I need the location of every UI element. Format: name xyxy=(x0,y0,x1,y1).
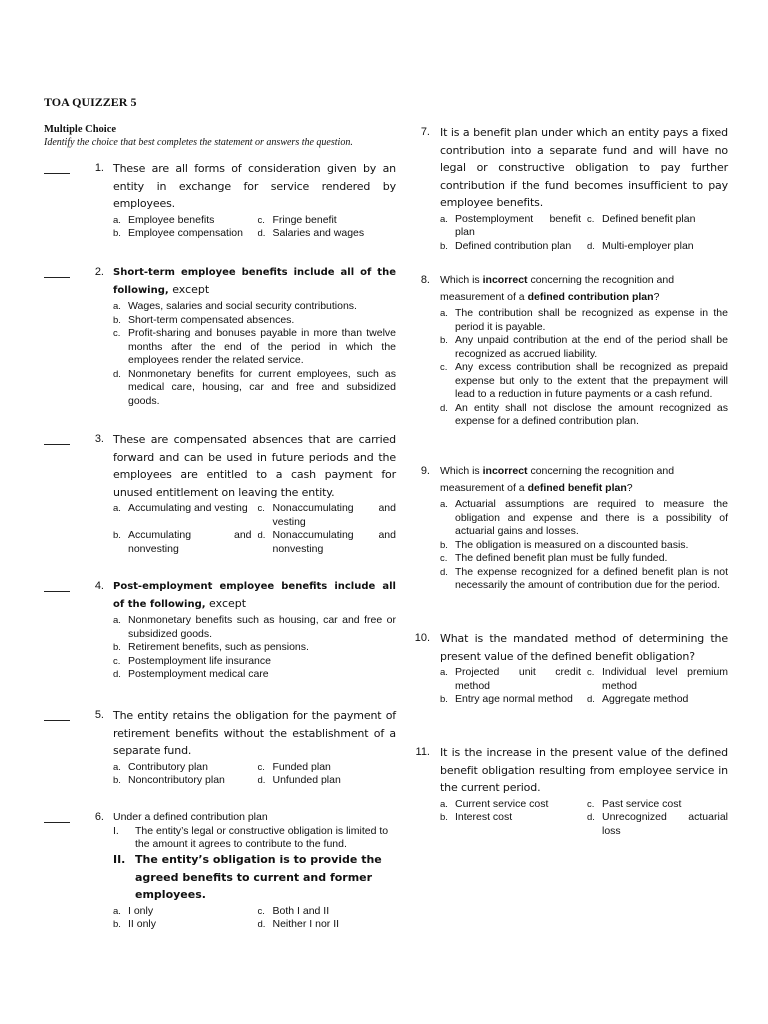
question-item xyxy=(440,463,728,593)
option-text: Noncontributory plan xyxy=(128,774,225,786)
roman-statements xyxy=(113,825,396,904)
option-letter: d. xyxy=(257,775,266,786)
question-item xyxy=(440,744,728,838)
question-number: 11. xyxy=(415,746,430,758)
question-item xyxy=(440,630,728,707)
left-column xyxy=(44,95,396,930)
option-b[interactable] xyxy=(113,314,396,328)
option-text: Short-term compensated absences. xyxy=(128,313,295,326)
option-letter: a. xyxy=(113,761,121,773)
option-letter: b. xyxy=(440,539,448,551)
question-stem: It is a benefit plan under which an entity pays a fixed contribution into a separate fund and will have no legal or constructive obligation to pay further contribution if the fund becomes insufficient to pay employee benefits. xyxy=(440,126,728,209)
stem-except: except xyxy=(172,283,210,296)
option-text: Fringe benefit xyxy=(272,213,337,226)
option-letter: a. xyxy=(113,615,121,626)
question-stem xyxy=(440,272,728,306)
option-letter: d. xyxy=(113,368,121,380)
option-text: Defined contribution plan xyxy=(455,239,572,252)
option-b[interactable] xyxy=(440,811,581,838)
option-c[interactable] xyxy=(440,552,728,566)
options-grid xyxy=(440,213,728,254)
option-text: Actuarial assumptions are required to measure the obligation and expense and there is a possibility of actuarial gains and losses. xyxy=(455,498,728,537)
options-list xyxy=(113,300,396,408)
section-instruction: Identify the choice that best completes the statement or answers the question. xyxy=(44,137,353,148)
option-c[interactable] xyxy=(258,214,397,228)
statement-i xyxy=(113,825,396,851)
question-number: 5. xyxy=(94,709,104,721)
option-text: The defined benefit plan must be fully funded. xyxy=(455,552,668,564)
question-number: 9. xyxy=(420,465,430,477)
option-letter: d. xyxy=(257,530,266,541)
option-letter: c. xyxy=(113,655,121,667)
option-letter: c. xyxy=(257,905,265,917)
stem-question-mark: ? xyxy=(653,291,660,303)
question-stem: What is the mandated method of determining the present value of the defined benefit obligation? xyxy=(440,632,728,663)
option-b[interactable] xyxy=(113,641,396,655)
option-d[interactable] xyxy=(587,693,728,707)
option-text: Aggregate method xyxy=(602,693,689,705)
option-text: Neither I nor II xyxy=(272,918,340,930)
option-text: Employee benefits xyxy=(128,213,215,226)
option-b[interactable] xyxy=(113,227,252,241)
option-a[interactable] xyxy=(113,214,252,228)
option-letter: b. xyxy=(440,240,448,252)
option-c[interactable] xyxy=(258,761,397,775)
option-b[interactable] xyxy=(113,529,252,556)
stem-text: concerning the recognition and measurement of a xyxy=(440,274,675,303)
option-b[interactable] xyxy=(440,334,728,361)
question-item xyxy=(113,578,396,682)
option-letter: a. xyxy=(113,214,121,226)
option-letter: a. xyxy=(440,798,448,810)
option-d[interactable] xyxy=(258,227,397,241)
option-d[interactable] xyxy=(258,529,397,556)
option-a[interactable] xyxy=(440,798,581,812)
option-text: Employee compensation xyxy=(128,227,243,239)
option-letter: b. xyxy=(440,694,448,705)
stem-text: Which is xyxy=(440,465,480,477)
option-a[interactable] xyxy=(440,666,581,693)
option-letter: c. xyxy=(587,213,595,225)
options-grid xyxy=(113,502,396,556)
option-letter: b. xyxy=(113,642,121,653)
option-d[interactable] xyxy=(113,368,396,409)
option-a[interactable] xyxy=(113,761,252,775)
option-letter: b. xyxy=(113,530,121,541)
options-grid xyxy=(440,798,728,839)
question-item xyxy=(113,707,396,788)
option-a[interactable] xyxy=(440,498,728,539)
question-stem xyxy=(440,463,728,497)
option-text: Individual level premium method xyxy=(602,666,728,692)
option-text: Profit-sharing and bonuses payable in more than twelve months after the end of the period in which the employees render the related service. xyxy=(128,327,396,366)
option-text: Funded plan xyxy=(272,760,331,773)
option-a[interactable] xyxy=(440,213,581,240)
option-letter: c. xyxy=(113,328,121,339)
statement-text: The entity’s legal or constructive obligation is limited to the amount it agrees to contribute to the fund. xyxy=(135,825,389,850)
option-a[interactable] xyxy=(440,307,728,334)
options-grid xyxy=(113,214,396,241)
option-d[interactable] xyxy=(440,566,728,593)
option-letter: c. xyxy=(587,667,595,678)
option-c[interactable] xyxy=(258,905,397,919)
statement-numeral: II. xyxy=(113,853,126,866)
option-text: Multi-employer plan xyxy=(602,239,694,252)
stem-text: Post-employment employee benefits include all of the following, xyxy=(113,581,396,610)
question-number: 8. xyxy=(420,274,430,286)
option-d[interactable] xyxy=(587,811,728,838)
option-text: Retirement benefits, such as pensions. xyxy=(128,641,309,653)
option-letter: d. xyxy=(257,228,266,239)
question-stem xyxy=(113,264,396,299)
option-text: An entity shall not disclose the amount recognized as expense for a defined contribution plan. xyxy=(455,401,728,427)
option-letter: a. xyxy=(113,905,121,917)
question-number: 7. xyxy=(420,126,430,138)
option-letter: c. xyxy=(587,798,595,810)
option-c[interactable] xyxy=(113,655,396,669)
option-c[interactable] xyxy=(587,798,728,812)
option-d[interactable] xyxy=(440,402,728,429)
answer-blank[interactable] xyxy=(44,580,70,592)
question-number: 3. xyxy=(94,433,104,445)
question-stem: These are all forms of consideration given by an entity in exchange for service rendered by employees. xyxy=(113,162,396,210)
option-letter: a. xyxy=(113,503,121,514)
option-text: Postemployment life insurance xyxy=(128,654,271,667)
option-letter: d. xyxy=(440,402,448,414)
option-text: Projected unit credit method xyxy=(455,666,581,692)
question-number: 1. xyxy=(94,162,104,174)
option-c[interactable] xyxy=(440,361,728,402)
option-letter: c. xyxy=(257,503,265,514)
question-stem: These are compensated absences that are carried forward and can be used in future periods and the employees are entitled to a cash payment for unused entitlement on leaving the entity. xyxy=(113,433,396,499)
option-d[interactable] xyxy=(587,240,728,254)
option-text: Salaries and wages xyxy=(272,227,365,239)
question-stem xyxy=(113,578,396,613)
question-number: 4. xyxy=(94,580,104,592)
option-letter: a. xyxy=(440,213,448,225)
answer-blank[interactable] xyxy=(44,266,70,278)
stem-question-mark: ? xyxy=(626,482,633,494)
question-item xyxy=(440,124,728,253)
option-text: Nonmonetary benefits for current employees, such as medical care, housing, car and free and subsidized goods. xyxy=(128,367,396,407)
options-list xyxy=(440,307,728,429)
statement-text: The entity’s obligation is to provide the agreed benefits to current and former employees. xyxy=(135,853,382,901)
option-text: Past service cost xyxy=(602,797,682,810)
option-a[interactable] xyxy=(113,300,396,314)
option-text: Both I and II xyxy=(272,904,330,917)
question-number: 10. xyxy=(414,632,430,644)
option-d[interactable] xyxy=(258,918,397,932)
option-letter: b. xyxy=(440,812,448,823)
option-text: Unfunded plan xyxy=(272,774,341,786)
option-text: Current service cost xyxy=(455,797,549,810)
answer-blank[interactable] xyxy=(44,433,70,445)
options-grid xyxy=(440,666,728,707)
question-item xyxy=(113,431,396,556)
option-text: Wages, salaries and social security contributions. xyxy=(128,300,357,312)
question-stem: The entity retains the obligation for the payment of retirement benefits without the establishment of a separate fund. xyxy=(113,709,396,757)
option-letter: a. xyxy=(440,667,448,678)
option-b[interactable] xyxy=(440,539,728,553)
option-text: Nonmonetary benefits such as housing, car and free or subsidized goods. xyxy=(128,614,396,640)
option-letter: c. xyxy=(440,362,448,373)
option-c[interactable] xyxy=(258,502,397,529)
option-letter: d. xyxy=(440,566,448,578)
option-letter: b. xyxy=(113,919,121,930)
option-text: Entry age normal method xyxy=(455,693,573,705)
option-text: Contributory plan xyxy=(128,760,208,773)
option-letter: b. xyxy=(113,314,121,326)
option-b[interactable] xyxy=(113,774,252,788)
options-grid xyxy=(113,905,396,932)
option-letter: b. xyxy=(113,775,121,786)
option-c[interactable] xyxy=(113,327,396,368)
question-item xyxy=(440,272,728,429)
option-text: Unrecognized actuarial loss xyxy=(602,811,728,837)
option-text: Nonaccumulating and nonvesting xyxy=(272,529,396,555)
stem-except: except xyxy=(209,597,247,610)
option-b[interactable] xyxy=(113,918,252,932)
section-title: Multiple Choice xyxy=(44,124,117,135)
option-text: Interest cost xyxy=(455,811,513,823)
stem-emphasis: defined benefit plan xyxy=(527,482,627,494)
option-text: The contribution shall be recognized as expense in the period it is payable. xyxy=(455,307,728,333)
question-item xyxy=(113,264,396,408)
option-letter: d. xyxy=(587,694,595,705)
option-letter: b. xyxy=(440,335,448,346)
option-letter: c. xyxy=(440,553,448,564)
answer-blank[interactable] xyxy=(44,162,70,174)
question-item xyxy=(113,811,396,932)
option-text: Defined benefit plan xyxy=(602,212,696,225)
question-item xyxy=(113,160,396,241)
option-text: Accumulating and vesting xyxy=(128,502,248,514)
option-text: Postemployment benefit plan xyxy=(455,212,581,238)
option-text: Any excess contribution shall be recognized as prepaid expense but only to the extent that the prepayment will lead to a reduction in future payments or a cash refund. xyxy=(455,361,728,400)
question-number: 2. xyxy=(94,266,104,278)
options-list xyxy=(113,614,396,682)
statement-ii xyxy=(113,851,396,904)
option-c[interactable] xyxy=(587,213,728,240)
option-text: I only xyxy=(128,904,154,917)
document-title: TOA QUIZZER 5 xyxy=(44,95,137,109)
question-stem: Under a defined contribution plan xyxy=(113,811,268,823)
option-letter: c. xyxy=(257,761,265,773)
option-text: Nonaccumulating and vesting xyxy=(272,502,396,528)
option-text: II only xyxy=(128,918,157,930)
option-letter: d. xyxy=(587,812,595,823)
option-letter: c. xyxy=(257,214,265,226)
stem-emphasis: incorrect xyxy=(482,274,528,286)
statement-numeral: I. xyxy=(113,825,119,837)
option-text: Any unpaid contribution at the end of the period shall be recognized as accrued liability. xyxy=(455,334,728,360)
stem-emphasis: defined contribution plan xyxy=(527,291,654,303)
stem-emphasis: incorrect xyxy=(482,465,528,477)
option-c[interactable] xyxy=(587,666,728,693)
options-grid xyxy=(113,761,396,788)
option-text: The obligation is measured on a discounted basis. xyxy=(455,538,689,551)
option-text: Accumulating and nonvesting xyxy=(128,529,252,555)
option-b[interactable] xyxy=(440,240,581,254)
option-letter: d. xyxy=(257,919,266,930)
question-stem: It is the increase in the present value of the defined benefit obligation resulting from employee service in the current period. xyxy=(440,746,728,794)
option-text: Postemployment medical care xyxy=(128,668,269,680)
stem-text: Short-term employee benefits include all of the following, xyxy=(113,267,396,296)
option-text: The expense recognized for a defined benefit plan is not necessarily the amount of contribution due for the period. xyxy=(455,565,728,591)
option-letter: d. xyxy=(113,669,121,680)
option-letter: a. xyxy=(440,499,448,510)
option-d[interactable] xyxy=(113,668,396,682)
stem-text: Which is xyxy=(440,274,480,286)
option-a[interactable] xyxy=(113,905,252,919)
option-a[interactable] xyxy=(113,614,396,641)
question-number: 6. xyxy=(94,811,104,823)
stem-text: concerning the recognition and measurement of a xyxy=(440,465,675,494)
option-d[interactable] xyxy=(258,774,397,788)
option-b[interactable] xyxy=(440,693,581,707)
option-letter: a. xyxy=(440,308,448,319)
options-list xyxy=(440,498,728,593)
option-letter: d. xyxy=(587,240,595,252)
option-letter: a. xyxy=(113,301,121,312)
answer-blank[interactable] xyxy=(44,811,70,823)
answer-blank[interactable] xyxy=(44,709,70,721)
option-a[interactable] xyxy=(113,502,252,529)
option-letter: b. xyxy=(113,228,121,239)
